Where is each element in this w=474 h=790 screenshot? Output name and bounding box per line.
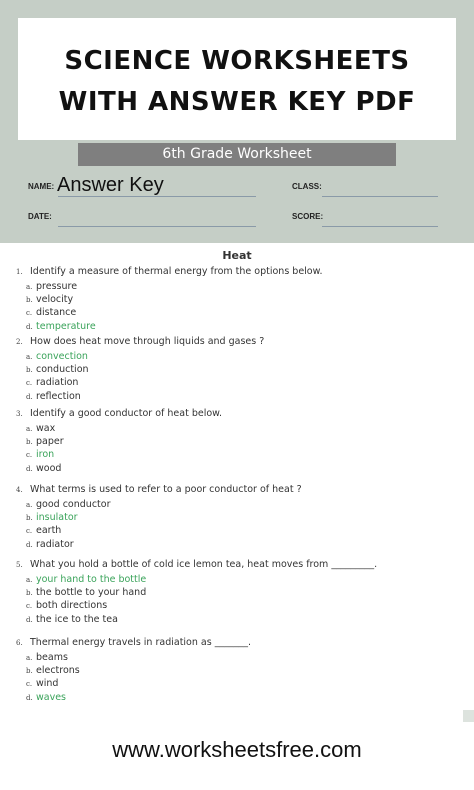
question-text: How does heat move through liquids and gases ? [30, 336, 265, 347]
question-number: 5. [16, 561, 23, 569]
option-letter: b. [26, 514, 33, 523]
option-letter: a. [26, 654, 33, 662]
option-letter: c. [26, 602, 33, 611]
option-letter: b. [26, 667, 33, 676]
question-number: 4. [16, 486, 23, 494]
option-letter: d. [26, 615, 33, 624]
question-number: 1. [16, 268, 23, 276]
class-label: CLASS: [292, 182, 322, 191]
answer-option: radiation [36, 377, 79, 389]
answer-option: wax [36, 423, 56, 434]
question-number: 2. [16, 338, 23, 346]
question-text: Thermal energy travels in radiation as _______. [30, 637, 251, 648]
option-letter: b. [26, 438, 33, 447]
option-letter: d. [26, 464, 33, 473]
worksheet-body [0, 243, 474, 721]
option-letter: c. [26, 309, 33, 318]
option-letter: a. [26, 353, 33, 361]
option-letter: a. [26, 501, 33, 509]
option-letter: a. [26, 576, 33, 584]
date-field-line [58, 226, 256, 227]
answer-option: the ice to the tea [36, 613, 118, 625]
option-letter: d. [26, 322, 33, 331]
page-title-line-2: WITH ANSWER KEY PDF [58, 87, 416, 117]
name-field-line [58, 196, 256, 197]
footer-url: www.worksheetsfree.com [112, 737, 362, 762]
correct-answer-option: your hand to the bottle [36, 574, 147, 585]
answer-option: both directions [36, 600, 108, 612]
answer-option: wood [36, 462, 62, 474]
option-letter: c. [26, 451, 33, 460]
answer-option: wind [36, 678, 59, 690]
grade-banner: 6th Grade Worksheet [78, 143, 396, 166]
class-field-line [322, 196, 438, 197]
option-letter: d. [26, 540, 33, 549]
question-text: Identify a measure of thermal energy from the options below. [30, 266, 323, 277]
option-letter: b. [26, 366, 33, 375]
answer-option: radiator [36, 538, 74, 550]
name-value: Answer Key [57, 174, 164, 196]
option-letter: c. [26, 527, 33, 536]
answer-option: beams [36, 652, 68, 663]
date-label: DATE: [28, 212, 52, 221]
answer-option: reflection [36, 390, 81, 402]
answer-option: good conductor [36, 499, 111, 510]
answer-option: distance [36, 307, 77, 319]
answer-option: conduction [36, 364, 89, 376]
score-label: SCORE: [292, 212, 324, 221]
title-box [18, 18, 456, 140]
question-number: 6. [16, 639, 23, 647]
correct-answer-option: convection [36, 351, 88, 362]
page-title-line-1: SCIENCE WORKSHEETS [64, 46, 410, 76]
worksheet-heading: Heat [222, 249, 252, 262]
answer-option: velocity [36, 294, 74, 306]
correct-answer-option: temperature [36, 320, 96, 332]
name-label: NAME: [28, 182, 55, 191]
question-number: 3. [16, 410, 23, 418]
option-letter: d. [26, 392, 33, 401]
correct-answer-option: iron [36, 449, 55, 461]
answer-option: the bottle to your hand [36, 587, 147, 599]
answer-option: paper [36, 436, 64, 448]
option-letter: c. [26, 680, 33, 689]
option-letter: a. [26, 425, 33, 433]
score-field-line [322, 226, 438, 227]
option-letter: d. [26, 693, 33, 702]
option-letter: b. [26, 296, 33, 305]
option-letter: a. [26, 283, 33, 291]
answer-option: pressure [36, 281, 78, 292]
answer-option: electrons [36, 665, 80, 677]
option-letter: b. [26, 589, 33, 598]
page-edge-shadow [463, 710, 474, 722]
correct-answer-option: insulator [36, 512, 78, 524]
question-text: What you hold a bottle of cold ice lemon tea, heat moves from _________. [30, 559, 378, 570]
question-text: What terms is used to refer to a poor conductor of heat ? [30, 484, 302, 495]
option-letter: c. [26, 379, 33, 388]
correct-answer-option: waves [36, 691, 67, 703]
question-text: Identify a good conductor of heat below. [30, 408, 223, 419]
answer-option: earth [36, 525, 62, 537]
